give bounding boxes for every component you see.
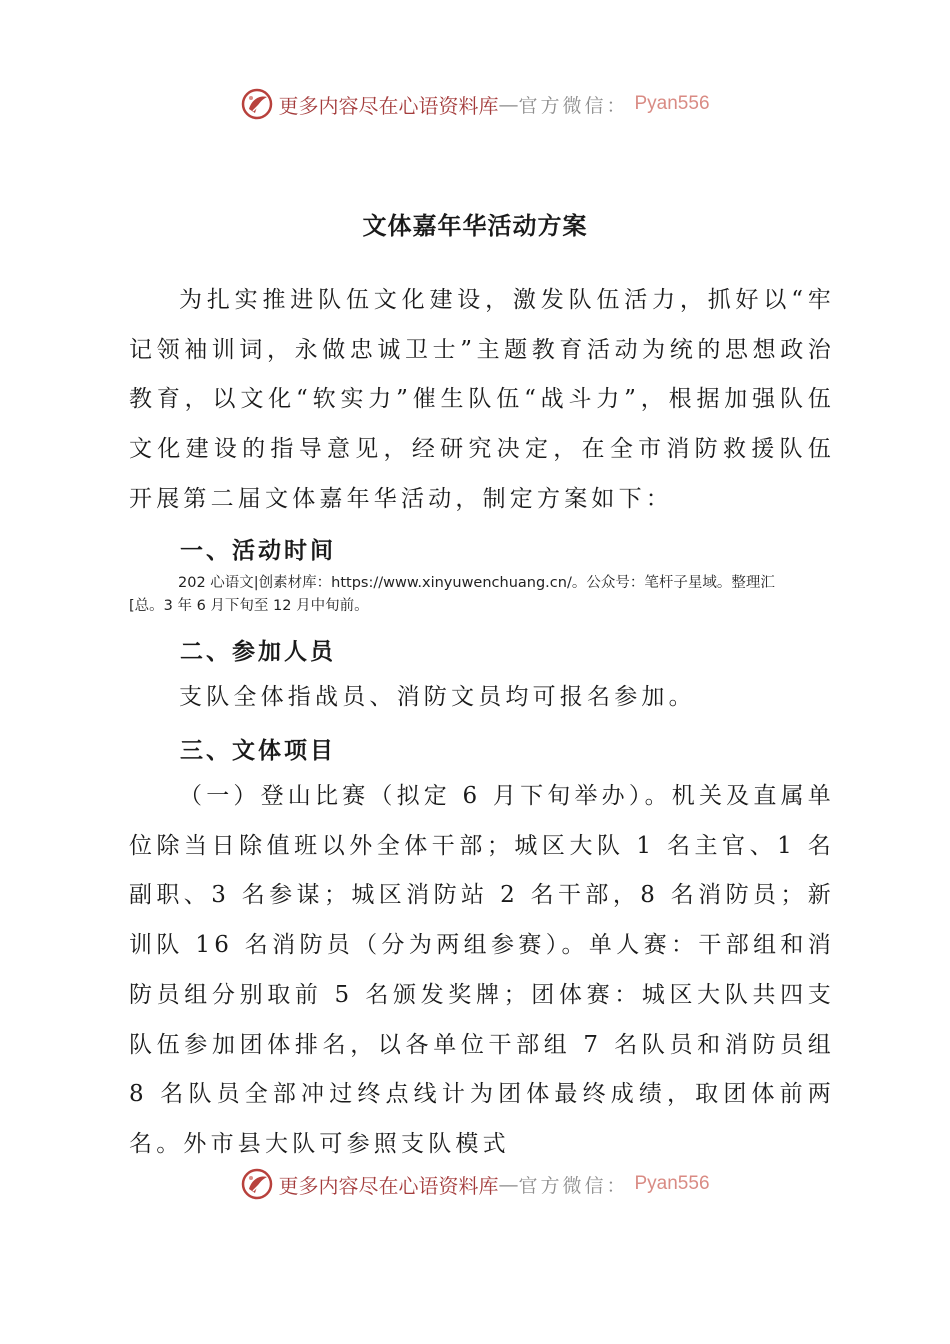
banner-wechat-id: Pyan556 [634, 93, 710, 114]
section-time-line-1: 202 心语文|创素材库：https://www.xinyuwenchuang.cn/。公众号：笔杆子星域。整理汇 [178, 575, 775, 591]
section-time-line-2: [总。3 年 6 月下旬至 12 月中旬前。 [129, 598, 369, 614]
section-events-body: （一）登山比赛（拟定 6 月下旬举办）。机关及直属单位除当日除值班以外全体干部；城区大队 1 名主官、1 名副职、3 名参谋；城区消防站 2 名干部，8 名消防员；新训队 16 名消防员（分为两组参赛）。单人赛：干部组和消防员组分别取前 5 名颁发奖牌；团体赛：城区大队共四支队伍参加团体排名，以各单位干部组 7 名队员和消防员组 8 名队员全部冲过终点线计为团体最终成绩，取团体前两名。外市县大队可参照支队模式 [129, 783, 835, 1157]
page-title: 文体嘉年华活动方案 [362, 212, 588, 240]
section-heading-events: 三、文体项目 [180, 738, 336, 764]
banner-separator: — [498, 92, 519, 116]
brand-logo-icon [240, 1167, 274, 1201]
banner-text: 更多内容尽在心语资料库 [278, 1173, 499, 1198]
section-heading-time: 一、活动时间 [180, 538, 336, 564]
brand-logo-icon [240, 87, 274, 121]
footer-banner [0, 1164, 950, 1204]
banner-wechat-label: 官方微信： [518, 94, 629, 117]
banner-text: 更多内容尽在心语资料库 [278, 93, 499, 118]
banner-wechat-label: 官方微信： [518, 1174, 629, 1197]
banner-separator: — [498, 1172, 519, 1196]
intro-paragraph: 为扎实推进队伍文化建设，激发队伍活力，抓好以“牢记领袖训词，永做忠诚卫士”主题教育活动为统的思想政治教育，以文化“软实力”催生队伍“战斗力”，根据加强队伍文化建设的指导意见，经研究决定，在全市消防救援队伍开展第二届文体嘉年华活动，制定方案如下： [129, 287, 835, 512]
section-heading-participants: 二、参加人员 [180, 639, 336, 665]
section-participants-body: 支队全体指战员、消防文员均可报名参加。 [179, 684, 696, 710]
header-banner [0, 84, 950, 124]
section-time-body [129, 572, 839, 618]
banner-wechat-id: Pyan556 [634, 1173, 710, 1194]
